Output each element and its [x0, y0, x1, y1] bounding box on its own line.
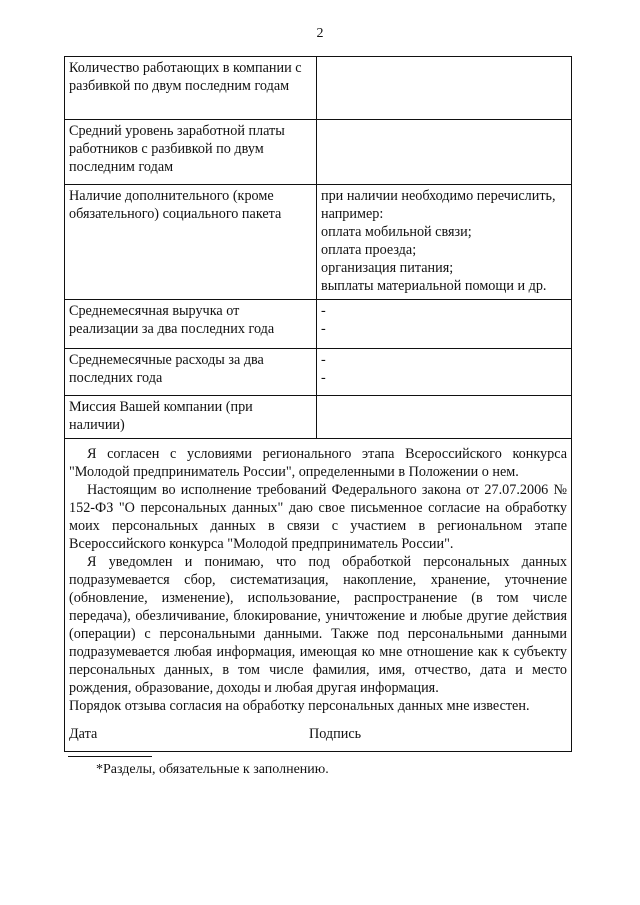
- footnote: *Разделы, обязательные к заполнению.: [96, 762, 329, 777]
- consent-paragraph: Порядок отзыва согласия на обработку персональных данных мне известен.: [69, 698, 530, 714]
- row-label: Наличие дополнительного (кроме обязательного) социального пакета: [65, 185, 317, 300]
- table-row: [65, 396, 572, 439]
- consent-paragraph: Настоящим во исполнение требований Федерального закона от 27.07.2006 № 152-ФЗ "О персональных данных" даю свое письменное согласие на обработку моих персональных данных в связи с участием в региональном этапе Всероссийского конкурса "Молодой предприниматель России".: [69, 482, 567, 552]
- row-label: Количество работающих в компании с разбивкой по двум последним годам: [65, 57, 317, 120]
- row-value: [317, 120, 572, 185]
- row-label: Средний уровень заработной платы работников с разбивкой по двум последним годам: [65, 120, 317, 185]
- consent-paragraph: Я согласен с условиями регионального этапа Всероссийского конкурса "Молодой предприниматель России", определенными в Положении о нем.: [69, 446, 567, 480]
- date-label: Дата: [69, 726, 98, 742]
- row-value: [317, 396, 572, 439]
- value-line: -: [321, 352, 326, 368]
- signature-label: Подпись: [309, 726, 362, 742]
- signature-line: [69, 725, 567, 743]
- footnote-divider: [68, 756, 152, 757]
- table-row: [65, 57, 572, 120]
- table-row: [65, 300, 572, 349]
- consent-paragraph: Я уведомлен и понимаю, что под обработкой персональных данных подразумевается сбор, систематизация, накопление, хранение, уточнение (обновление, изменение), использование, распространение (в том числе передача), обезличивание, блокирование, уничтожение и любые другие действия (операции) с персональными данными. Также под персональными данными подразумевается любая информация, имеющая ко мне отношение как к субъекту персональных данных, в том числе фамилия, имя, отчество, дата и место рождения, образование, доходы и любая другая информация.: [69, 554, 567, 696]
- table-row: [65, 349, 572, 396]
- table-row: [65, 120, 572, 185]
- consent-block: [65, 439, 572, 752]
- table-row: [65, 185, 572, 300]
- application-form-table: [64, 56, 572, 752]
- value-line: -: [321, 303, 326, 319]
- value-line: организация питания;: [321, 260, 454, 276]
- row-label: Среднемесячные расходы за два последних года: [65, 349, 317, 396]
- value-line: -: [321, 370, 326, 386]
- row-label: Среднемесячная выручка от реализации за два последних года: [65, 300, 317, 349]
- value-line: -: [321, 321, 326, 337]
- row-value: [317, 57, 572, 120]
- value-line: оплата проезда;: [321, 242, 417, 258]
- value-line: выплаты материальной помощи и др.: [321, 278, 547, 294]
- page-number: 2: [316, 26, 324, 41]
- row-value: [317, 349, 572, 396]
- row-label: Миссия Вашей компании (при наличии): [65, 396, 317, 439]
- value-line: оплата мобильной связи;: [321, 224, 472, 240]
- value-line: при наличии необходимо перечислить, например:: [321, 188, 556, 222]
- row-value: [317, 300, 572, 349]
- row-value: [317, 185, 572, 300]
- consent-row: [65, 439, 572, 752]
